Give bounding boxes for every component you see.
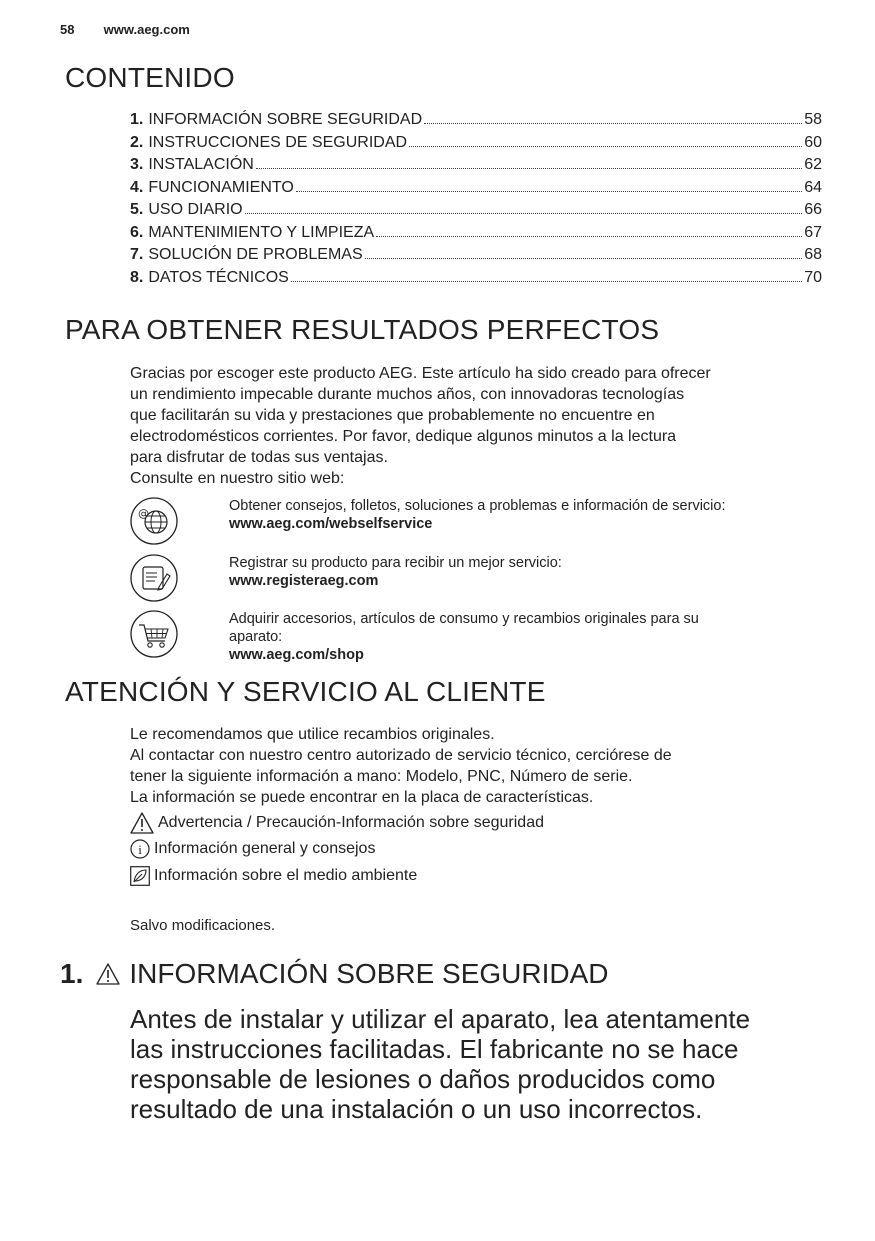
toc-page: 70 — [804, 268, 822, 286]
text-line: resultado de una instalación o un uso incorrectos. — [130, 1094, 703, 1124]
toc-label: DATOS TÉCNICOS — [148, 268, 289, 286]
toc-item[interactable]: 4. FUNCIONAMIENTO 64 — [130, 178, 822, 196]
table-of-contents — [130, 111, 822, 291]
toc-page: 58 — [804, 111, 822, 128]
page-number: 58 — [60, 22, 75, 37]
service-link[interactable]: www.registeraeg.com — [229, 573, 379, 589]
service-description: Adquirir accesorios, artículos de consumo y recambios originales para su — [229, 611, 699, 627]
toc-page: 66 — [804, 201, 822, 218]
toc-leader — [409, 146, 802, 147]
text-line: Antes de instalar y utilizar el aparato, lea atentamente — [130, 1004, 751, 1034]
svg-text:@: @ — [138, 507, 149, 520]
toc-page: 67 — [804, 223, 822, 241]
text-line: que facilitarán su vida y prestaciones que probablemente no encuentre en — [130, 407, 655, 424]
legend-warning — [130, 812, 544, 834]
toc-label: INSTALACIÓN — [148, 156, 254, 173]
text-line: Le recomendamos que utilice recambios originales. — [130, 726, 495, 743]
register-pencil-icon — [130, 554, 178, 602]
customer-title: ATENCIÓN Y SERVICIO AL CLIENTE — [65, 676, 546, 707]
toc-item[interactable]: 8. DATOS TÉCNICOS 70 — [130, 268, 822, 286]
toc-item[interactable]: 3. INSTALACIÓN 62 — [130, 156, 822, 173]
toc-page: 64 — [804, 178, 822, 196]
toc-leader — [291, 281, 802, 282]
toc-leader — [245, 213, 803, 214]
legend-info — [130, 839, 375, 859]
text-line: electrodomésticos corrientes. Por favor, dedique algunos minutos a la lectura — [130, 428, 677, 445]
section-1-heading — [60, 958, 609, 990]
text-line: las instrucciones facilitadas. El fabricante no se hace — [130, 1034, 739, 1064]
toc-leader — [424, 123, 802, 124]
service-description: Obtener consejos, folletos, soluciones a problemas e información de servicio: — [229, 498, 726, 514]
toc-label: SOLUCIÓN DE PROBLEMAS — [148, 246, 363, 263]
svg-text:i: i — [138, 842, 142, 857]
page-header — [60, 22, 190, 37]
toc-leader — [365, 258, 803, 259]
service-link[interactable]: www.aeg.com/shop — [229, 647, 364, 663]
toc-item[interactable]: 7. SOLUCIÓN DE PROBLEMAS 68 — [130, 246, 822, 263]
toc-label: MANTENIMIENTO Y LIMPIEZA — [148, 223, 375, 241]
toc-page: 60 — [804, 133, 822, 151]
toc-item[interactable]: 1. INFORMACIÓN SOBRE SEGURIDAD 58 — [130, 111, 822, 128]
text-line: un rendimiento impecable durante muchos años, con innovadoras tecnologías — [130, 386, 685, 403]
legend-label: Advertencia / Precaución-Información sobre seguridad — [158, 814, 544, 831]
contents-title: CONTENIDO — [65, 62, 235, 93]
toc-page: 62 — [804, 156, 822, 173]
modifications-note: Salvo modificaciones. — [130, 917, 276, 934]
toc-leader — [376, 236, 802, 237]
warning-triangle-icon — [130, 812, 154, 834]
toc-item[interactable]: 6. MANTENIMIENTO Y LIMPIEZA 67 — [130, 223, 822, 241]
text-line: tener la siguiente información a mano: Modelo, PNC, Número de serie. — [130, 768, 633, 785]
text-line: Al contactar con nuestro centro autorizado de servicio técnico, cerciórese de — [130, 747, 672, 764]
text-line: Consulte en nuestro sitio web: — [130, 470, 345, 487]
service-description: aparato: — [229, 629, 283, 645]
info-icon — [130, 839, 150, 859]
toc-label: INSTRUCCIONES DE SEGURIDAD — [148, 133, 408, 151]
toc-item[interactable]: 5. USO DIARIO 66 — [130, 201, 822, 218]
globe-at-icon — [130, 497, 178, 545]
shopping-cart-icon — [130, 610, 178, 658]
legend-label: Información general y consejos — [154, 840, 376, 857]
leaf-icon — [130, 866, 150, 886]
site-url[interactable]: www.aeg.com — [103, 22, 190, 37]
toc-leader — [296, 191, 802, 192]
legend-label: Información sobre el medio ambiente — [154, 867, 418, 884]
warning-triangle-icon — [95, 962, 121, 986]
toc-label: USO DIARIO — [148, 201, 243, 218]
toc-page: 68 — [804, 246, 822, 263]
service-description: Registrar su producto para recibir un mejor servicio: — [229, 555, 562, 571]
toc-leader — [256, 168, 802, 169]
text-line: Gracias por escoger este producto AEG. Este artículo ha sido creado para ofrecer — [130, 365, 711, 382]
section-title: INFORMACIÓN SOBRE SEGURIDAD — [129, 958, 609, 989]
text-line: responsable de lesiones o daños producidos como — [130, 1064, 716, 1094]
section-1-intro — [130, 1004, 830, 1124]
results-title: PARA OBTENER RESULTADOS PERFECTOS — [65, 314, 660, 345]
toc-label: INFORMACIÓN SOBRE SEGURIDAD — [148, 111, 423, 128]
toc-item[interactable]: 2. INSTRUCCIONES DE SEGURIDAD 60 — [130, 133, 822, 151]
legend-environment — [130, 866, 417, 886]
text-line: para disfrutar de todas sus ventajas. — [130, 449, 388, 466]
toc-label: FUNCIONAMIENTO — [148, 178, 294, 196]
service-link[interactable]: www.aeg.com/webselfservice — [229, 516, 433, 532]
section-number: 1. — [60, 958, 84, 989]
text-line: La información se puede encontrar en la placa de características. — [130, 789, 594, 806]
results-intro — [130, 363, 711, 489]
customer-text — [130, 724, 672, 808]
